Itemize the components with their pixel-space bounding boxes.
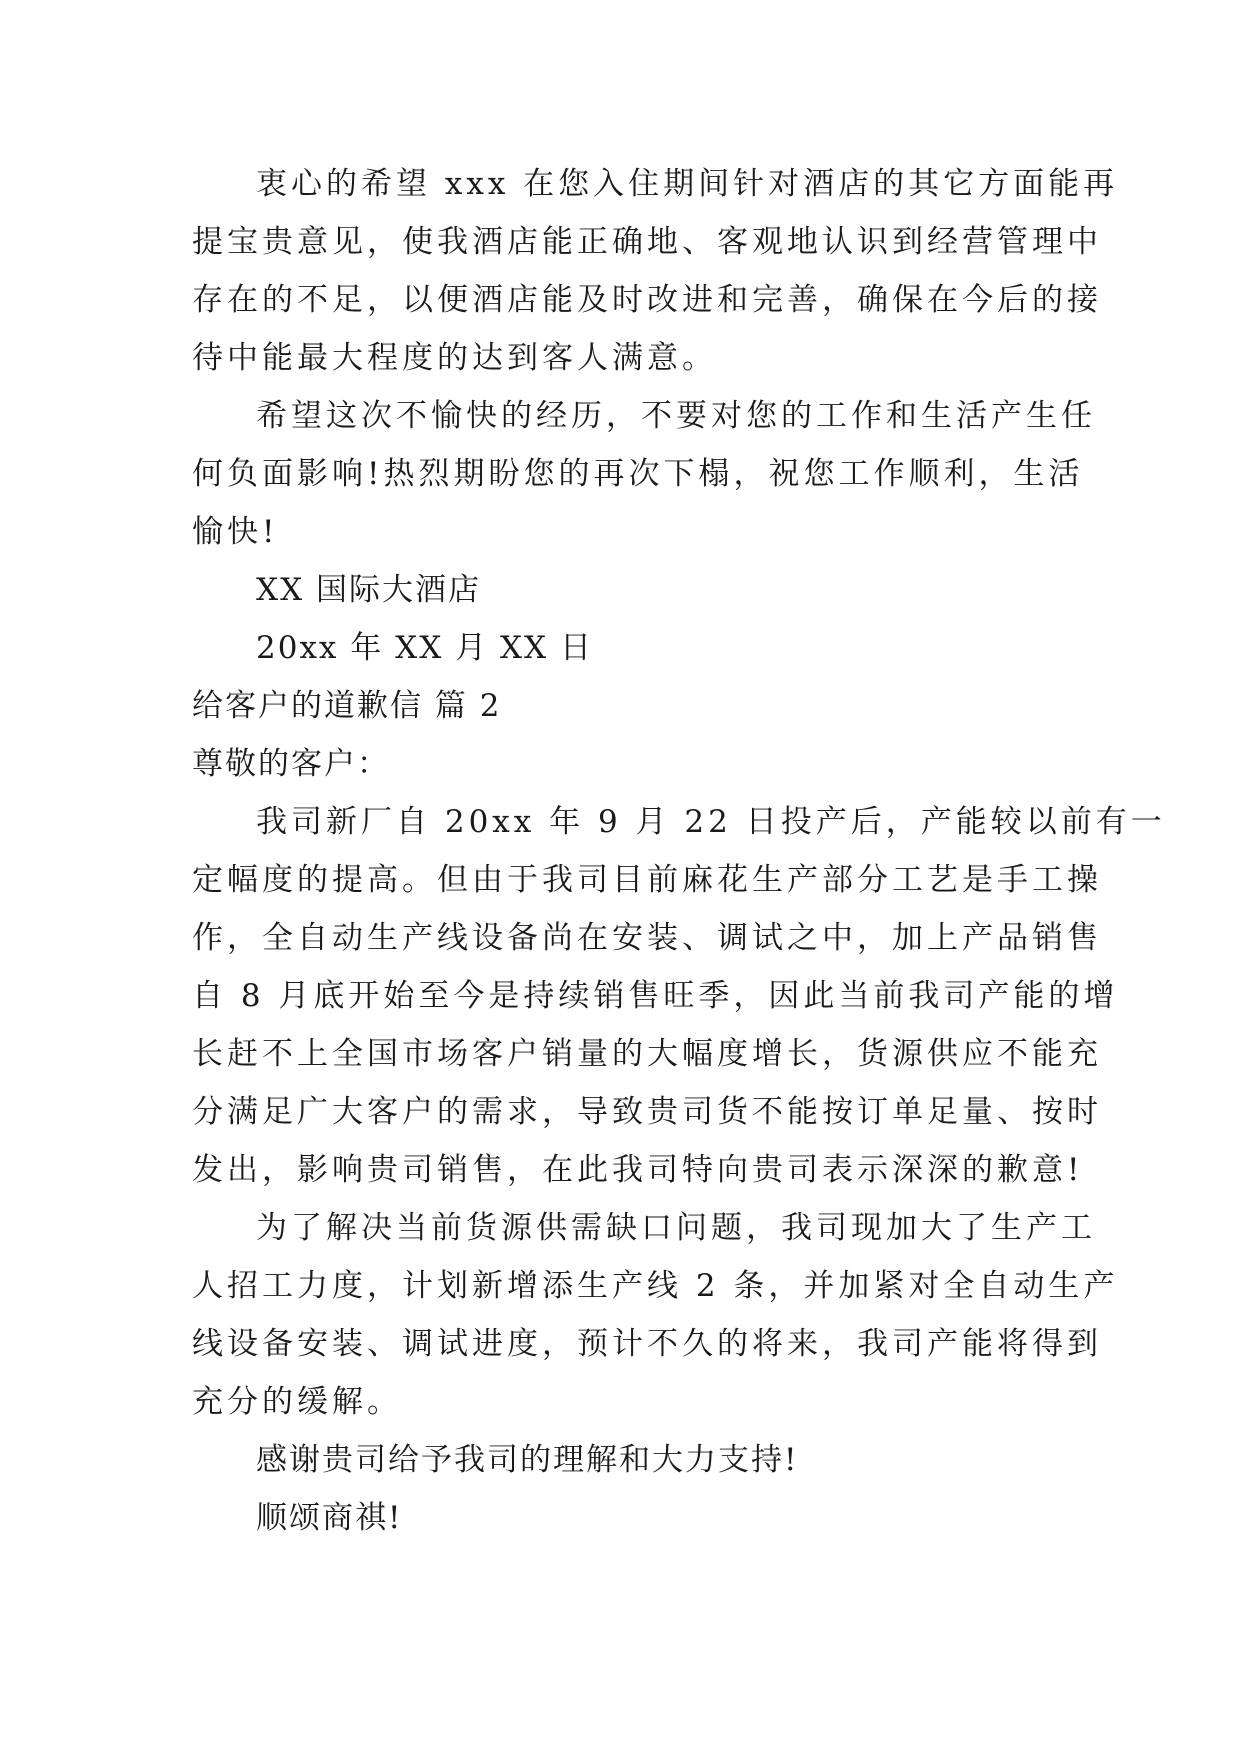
paragraph-line: 存在的不足，以便酒店能及时改进和完善，确保在今后的接 xyxy=(192,282,1102,318)
paragraph-line: 待中能最大程度的达到客人满意。 xyxy=(192,340,717,376)
paragraph-line: 发出，影响贵司销售，在此我司特向贵司表示深深的歉意! xyxy=(192,1152,1084,1188)
paragraph-line: 我司新厂自 20xx 年 9 月 22 日投产后，产能较以前有一 xyxy=(256,804,1166,840)
signature: XX 国际大酒店 xyxy=(256,572,481,608)
paragraph-line: 定幅度的提高。但由于我司目前麻花生产部分工艺是手工操 xyxy=(192,862,1102,898)
paragraph-line: 长赶不上全国市场客户销量的大幅度增长，货源供应不能充 xyxy=(192,1036,1102,1072)
paragraph-line: 为了解决当前货源供需缺口问题，我司现加大了生产工 xyxy=(256,1210,1096,1246)
paragraph-line: 希望这次不愉快的经历，不要对您的工作和生活产生任 xyxy=(256,398,1096,434)
paragraph-line: 分满足广大客户的需求，导致贵司货不能按订单足量、按时 xyxy=(192,1094,1102,1130)
closing-line: 顺颂商祺! xyxy=(256,1500,403,1536)
date: 20xx 年 XX 月 XX 日 xyxy=(256,630,593,666)
paragraph-line: 何负面影响!热烈期盼您的再次下榻，祝您工作顺利，生活 xyxy=(192,456,1084,492)
paragraph-line: 作，全自动生产线设备尚在安装、调试之中，加上产品销售 xyxy=(192,920,1102,956)
paragraph-line: 充分的缓解。 xyxy=(192,1384,402,1420)
paragraph-line: 线设备安装、调试进度，预计不久的将来，我司产能将得到 xyxy=(192,1326,1102,1362)
thanks-line: 感谢贵司给予我司的理解和大力支持! xyxy=(256,1442,799,1478)
paragraph-line: 自 8 月底开始至今是持续销售旺季，因此当前我司产能的增 xyxy=(192,978,1119,1014)
paragraph-line: 提宝贵意见，使我酒店能正确地、客观地认识到经营管理中 xyxy=(192,224,1102,260)
section-heading: 给客户的道歉信 篇 2 xyxy=(192,688,502,724)
paragraph-line: 愉快! xyxy=(192,514,279,550)
paragraph-line: 衷心的希望 xxx 在您入住期间针对酒店的其它方面能再 xyxy=(256,166,1119,202)
paragraph-line: 人招工力度，计划新增添生产线 2 条，并加紧对全自动生产 xyxy=(192,1268,1119,1304)
salutation: 尊敬的客户： xyxy=(192,746,390,782)
